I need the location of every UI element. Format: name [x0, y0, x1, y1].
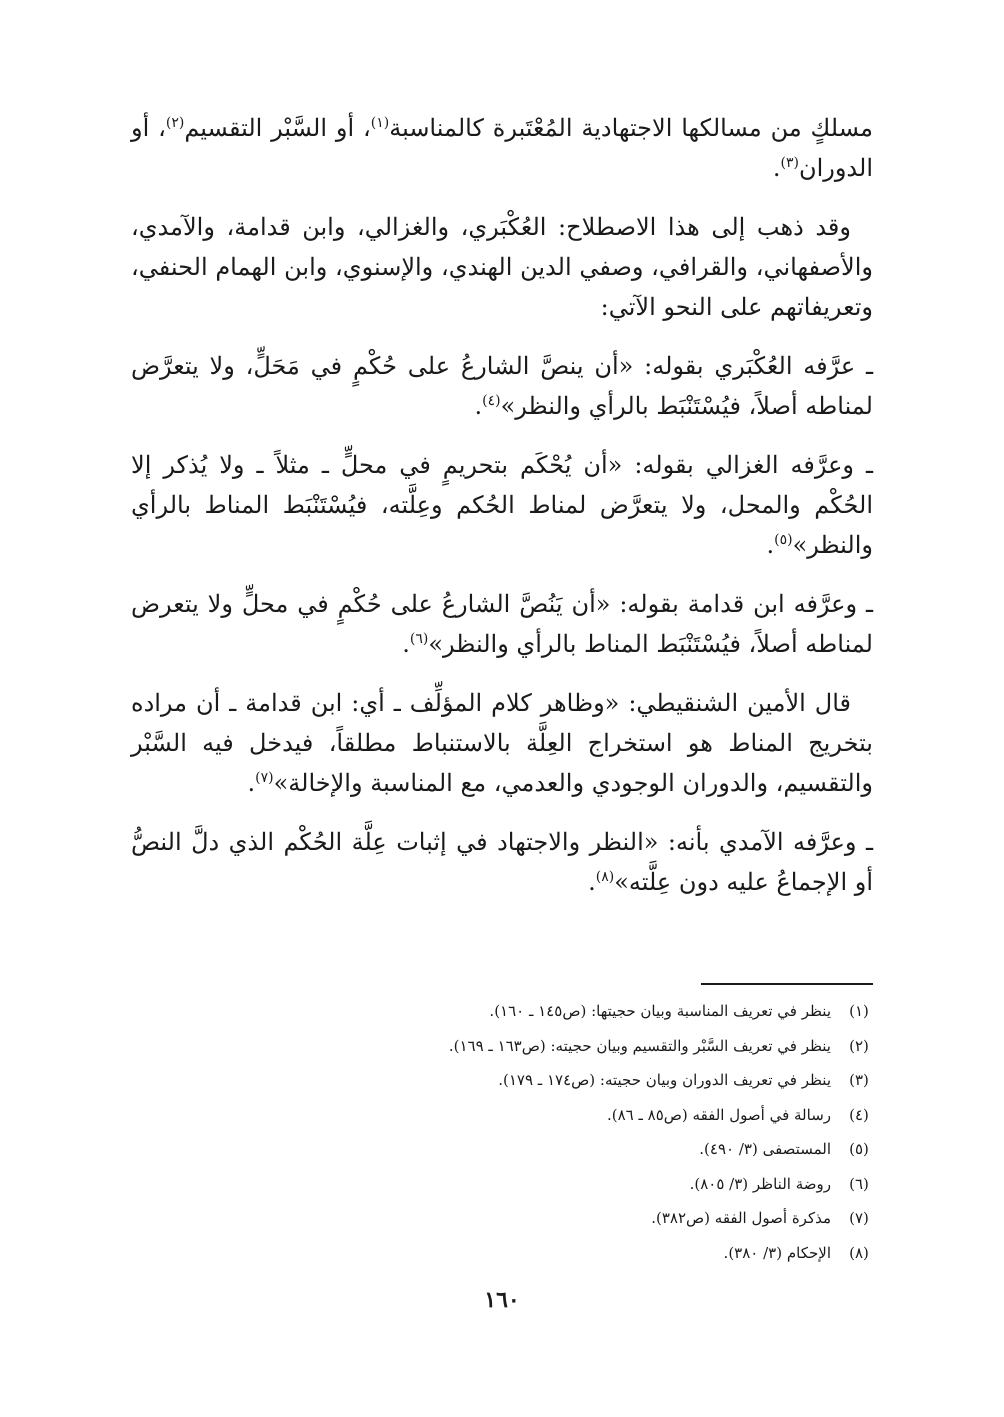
footnote-3	[131, 1063, 873, 1098]
quote-shinqiti-end: .	[247, 769, 256, 797]
paragraph-2	[131, 207, 873, 327]
definition-ibn-qudama-text: ـ وعرَّفه ابن قدامة بقوله: «أن يَنُصَّ الشارعُ على حُكْمٍ في محلٍّ ولا يتعرض لمناطه أصلاً، فيُسْتَنْبَط المناط بالرأي والنظر»	[131, 590, 873, 658]
footnote-ref-5[interactable]: (٥)	[774, 532, 793, 548]
footnote-number: (٤)	[849, 1105, 869, 1124]
footnote-6	[131, 1167, 873, 1202]
footnote-number: (٥)	[849, 1140, 869, 1158]
footnote-number: (٧)	[849, 1209, 869, 1227]
footnote-4	[131, 1098, 873, 1133]
footnotes	[131, 994, 873, 1270]
footnote-text: مذكرة أصول الفقه (ص٣٨٢).	[651, 1209, 831, 1227]
definition-ibn-qudama-end: .	[402, 630, 410, 658]
definition-ghazali-text: ـ وعرَّفه الغزالي بقوله: «أن يُحْكَم بتحريمٍ في محلٍّ ـ مثلاً ـ ولا يُذكر إلا الحُكْم والمحل، ولا يتعرَّض لمناط الحُكم وعِلَّته، فيُسْتَنْبَط المناط بالرأي والنظر»	[131, 451, 873, 559]
footnote-1	[131, 994, 873, 1029]
definition-ghazali-end: .	[766, 531, 775, 559]
footnote-number: (٢)	[849, 1036, 869, 1055]
paragraph-1-text: مسلكٍ من مسالكها الاجتهادية المُعْتَبرة كالمناسبة	[389, 114, 873, 142]
definition-amidi	[131, 822, 873, 902]
footnote-ref-1[interactable]: (١)	[370, 115, 390, 131]
footnote-text: روضة الناظر (٣/ ٨٠٥).	[689, 1174, 831, 1193]
footnote-text: ينظر في تعريف المناسبة وبيان حجيتها: (ص١٤٥ ـ ١٦٠).	[489, 1002, 831, 1020]
footnote-number: (١)	[849, 1002, 869, 1020]
footnote-text: الإحكام (٣/ ٣٨٠).	[723, 1243, 831, 1262]
definition-ghazali	[131, 445, 873, 565]
footnote-ref-7[interactable]: (٧)	[255, 770, 274, 786]
footnote-text: المستصفى (٣/ ٤٩٠).	[699, 1140, 831, 1158]
footnote-text: ينظر في تعريف الدوران وبيان حجيته: (ص١٧٤ ـ ١٧٩).	[498, 1071, 831, 1089]
quote-shinqiti	[131, 683, 873, 803]
footnote-8	[131, 1236, 873, 1271]
footnote-text: رسالة في أصول الفقه (ص٨٥ ـ ٨٦).	[606, 1105, 831, 1124]
definition-ukbari	[131, 346, 873, 426]
quote-shinqiti-text: قال الأمين الشنقيطي: «وظاهر كلام المؤلِّف ـ أي: ابن قدامة ـ أن مراده بتخريج المناط هو استخراج العِلَّة بالاستنباط مطلقاً، فيدخل فيه السَّبْر والتقسيم، والدوران الوجودي والعدمي، مع المناسبة والإخالة»	[131, 689, 873, 797]
footnote-ref-3[interactable]: (٣)	[780, 155, 799, 171]
footnote-number: (٨)	[849, 1243, 869, 1262]
footnote-ref-4[interactable]: (٤)	[482, 393, 501, 409]
footnote-ref-8[interactable]: (٨)	[595, 869, 615, 885]
footnote-separator	[701, 983, 873, 985]
main-text	[131, 108, 873, 921]
footnote-ref-2[interactable]: (٢)	[165, 115, 185, 131]
footnote-number: (٦)	[849, 1174, 869, 1193]
definition-amidi-end: .	[588, 868, 596, 896]
footnote-2	[131, 1029, 873, 1064]
footnote-ref-6[interactable]: (٦)	[409, 631, 429, 647]
definition-ibn-qudama	[131, 584, 873, 664]
footnote-text: ينظر في تعريف السَّبْر والتقسيم وبيان حجيته: (ص١٦٣ ـ ١٦٩).	[448, 1036, 831, 1055]
footnote-7	[131, 1201, 873, 1236]
page-number: ١٦٠	[484, 1287, 520, 1313]
definition-ukbari-end: .	[474, 392, 483, 420]
footnote-5	[131, 1132, 873, 1167]
definition-amidi-text: ـ وعرَّفه الآمدي بأنه: «النظر والاجتهاد في إثبات عِلَّة الحُكْم الذي دلَّ النصُّ أو الإجماعُ عليه دون عِلَّته»	[131, 828, 873, 896]
paragraph-1-text-c: ، أو الدوران	[131, 114, 873, 182]
paragraph-1	[131, 108, 873, 188]
definition-ukbari-text: ـ عرَّفه العُكْبَري بقوله: «أن ينصَّ الشارعُ على حُكْمٍ في مَحَلٍّ، ولا يتعرَّض لمناطه أصلاً، فيُسْتَنْبَط بالرأي والنظر»	[131, 352, 873, 420]
footnote-number: (٣)	[849, 1071, 869, 1089]
paragraph-1-text-b: ، أو السَّبْر التقسيم	[184, 114, 371, 142]
paragraph-1-end: .	[772, 154, 781, 182]
paragraph-2-text: وقد ذهب إلى هذا الاصطلاح: العُكْبَري، والغزالي، وابن قدامة، والآمدي، والأصفهاني، والقرافي، وصفي الدين الهندي، والإسنوي، وابن الهمام الحنفي، وتعريفاتهم على النحو الآتي:	[131, 213, 873, 321]
